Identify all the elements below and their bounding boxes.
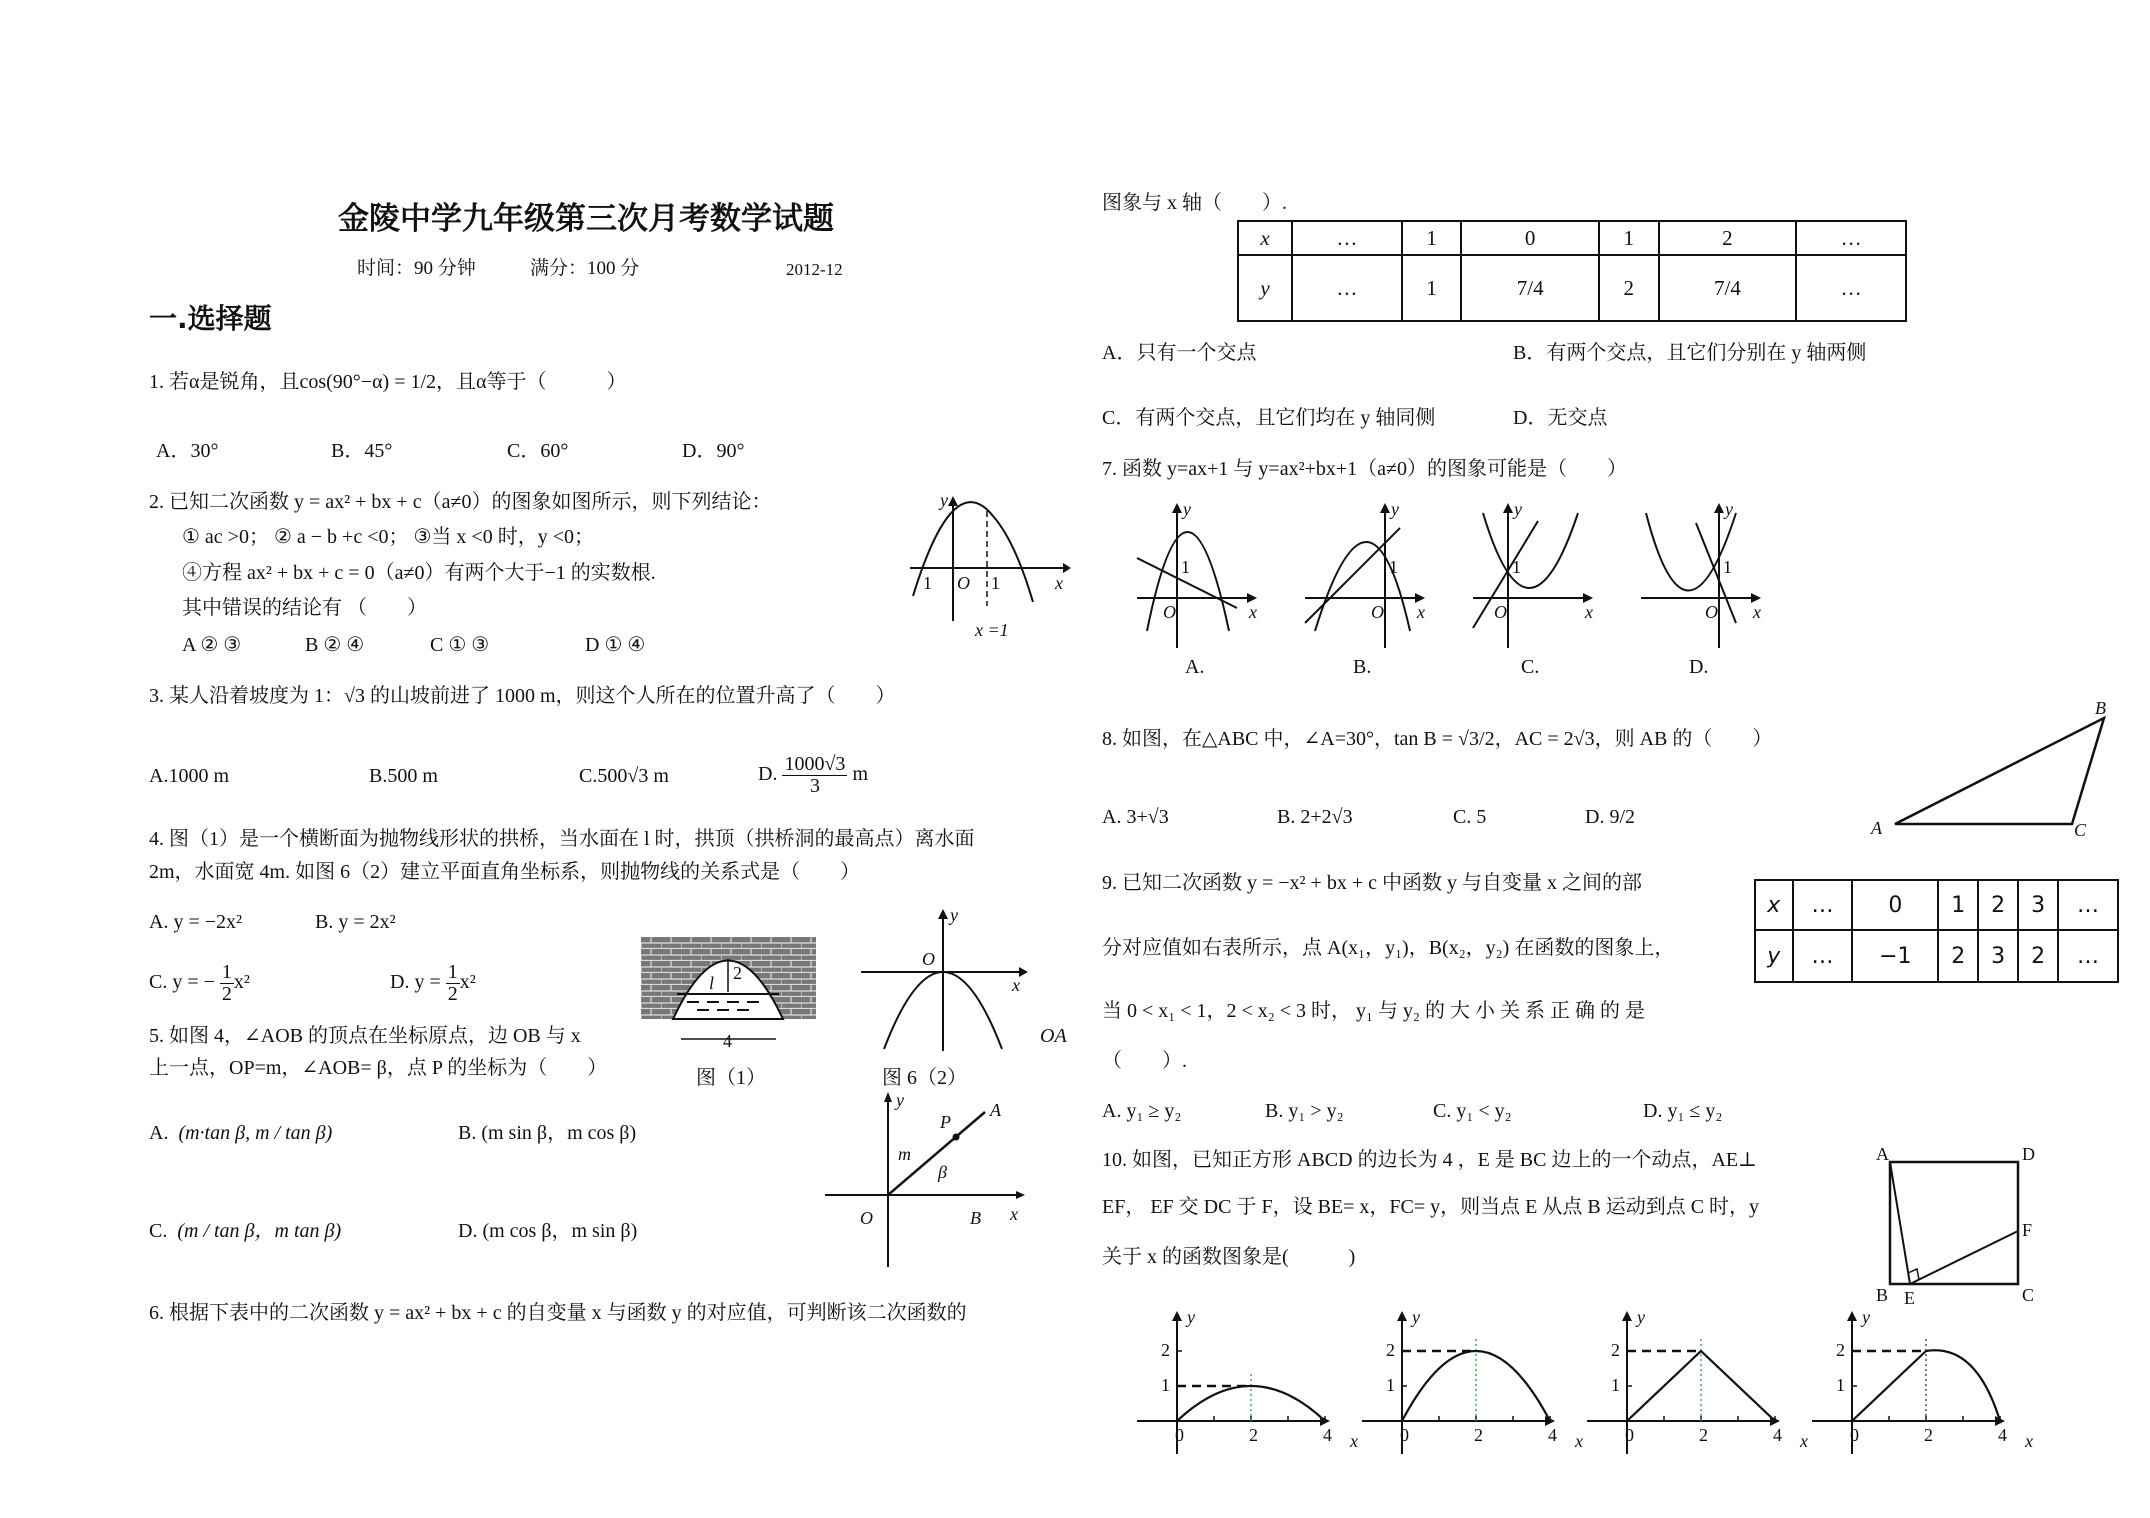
origin-label: O — [957, 573, 970, 593]
q9-x-row — [1755, 880, 2118, 930]
q5-option-a — [149, 1123, 332, 1143]
q10-graph-2 — [1362, 1307, 1583, 1459]
table-cell: 7/4 — [1461, 255, 1599, 321]
q4-d-label: D. y = — [390, 971, 446, 994]
q2-option-d: D ① ④ — [585, 634, 646, 656]
q4-d-num: 1 — [447, 961, 458, 983]
segment-ef — [1910, 1231, 2018, 1284]
q5-line-2: 上一点，OP=m，∠AOB= β，点 P 的坐标为（ ） — [149, 1057, 608, 1079]
table-cell: 2 — [1938, 930, 1978, 982]
x-label: x — [1055, 573, 1063, 593]
x-label: x — [1010, 1204, 1018, 1224]
q2-stem: 2. 已知二次函数 y = ax² + bx + c（a≠0）的图象如图所示，则下列结论： — [149, 491, 772, 513]
q2-option-a: A ② ③ — [182, 634, 242, 656]
x-tick-label: 0 — [1850, 1425, 1859, 1445]
q7-option-label-d: D. — [1689, 656, 1709, 678]
y-tick-label: 2 — [1611, 1340, 1620, 1360]
y-header-cell: y — [1238, 255, 1292, 321]
q6-stem: 6. 根据下表中的二次函数 y = ax² + bx + c 的自变量 x 与函数 y 的对应值，可判断该二次函数的 — [149, 1302, 967, 1324]
x-label: x — [1575, 1431, 1583, 1451]
table-cell: 1 — [1402, 255, 1462, 321]
y-label: y — [896, 1090, 904, 1110]
height-label: 2 — [733, 963, 742, 983]
q7-option-label-c: C. — [1521, 656, 1540, 678]
fig1-caption: 图（1） — [696, 1067, 766, 1089]
exam-score: 满分：100 分 — [530, 258, 640, 279]
origin-label: O — [1494, 602, 1507, 622]
table-cell: … — [1793, 930, 1853, 982]
q6-x-row — [1238, 221, 1906, 255]
y-label: y — [1391, 499, 1399, 519]
q6-y-row — [1238, 255, 1906, 321]
q6-option-c: C．有两个交点，且它们均在 y 轴同侧 — [1102, 407, 1436, 429]
vertex-b-label: B — [1876, 1285, 1889, 1305]
symmetry-label: x =1 — [975, 620, 1009, 640]
x-tick-label: 2 — [1699, 1425, 1708, 1445]
q10-graph-4 — [1812, 1307, 2033, 1459]
table-cell: 3 — [1978, 930, 2018, 982]
x-label: x — [1753, 602, 1761, 622]
q5-c-label: C. — [149, 1220, 168, 1242]
exam-time: 时间：90 分钟 — [357, 258, 476, 279]
y-tick-label: 1 — [1611, 1375, 1620, 1395]
q4-option-b: B. y = 2x² — [315, 911, 396, 933]
angle-beta-label: β — [938, 1162, 947, 1182]
table-cell: 1 — [1599, 221, 1659, 255]
q9-stem: 9. 已知二次函数 y = −x² + bx + c 中函数 y 与自变量 x 之间的部 — [1102, 872, 1642, 894]
vertex-b-label: B — [2095, 698, 2106, 718]
y-label: y — [940, 490, 948, 510]
y-axis-arrow-icon — [1503, 503, 1513, 513]
parabola — [1147, 532, 1229, 631]
q7-graph-a — [1137, 499, 1257, 653]
x-axis-arrow-icon — [1063, 563, 1071, 573]
table-cell: 0 — [1852, 880, 1938, 930]
one-label: 1 — [1512, 557, 1521, 577]
q6-option-d: D．无交点 — [1513, 407, 1608, 429]
x-tick-label: 0 — [1400, 1425, 1409, 1445]
x-header-cell: x — [1755, 880, 1793, 930]
q10-square-figure — [1874, 1146, 2034, 1306]
q3-d-unit: m — [852, 763, 868, 786]
table-cell: … — [1796, 255, 1906, 321]
y-header-cell: y — [1755, 930, 1793, 982]
table-cell: … — [1292, 221, 1402, 255]
q5-c-expr: (m / tan β，m tan β) — [177, 1220, 342, 1242]
y-tick-label: 1 — [1836, 1375, 1845, 1395]
y-tick-label: 2 — [1161, 1340, 1170, 1360]
q9-line-2: 分对应值如右表所示，点 A(x₁，y₁)，B(x₂，y₂) 在函数的图象上， — [1102, 937, 1675, 959]
parabola — [1483, 513, 1578, 588]
y-label: y — [1637, 1307, 1645, 1327]
point-e-label: E — [1904, 1288, 1915, 1308]
q4-option-d — [390, 962, 476, 1005]
y-label: y — [1183, 499, 1191, 519]
y-label: y — [1412, 1307, 1420, 1327]
q5-oa-fragment: OA — [1040, 1025, 1067, 1047]
origin-label: O — [922, 949, 935, 969]
table-cell: … — [2058, 930, 2118, 982]
x-tick-label: 2 — [1474, 1425, 1483, 1445]
y-axis-arrow-icon — [938, 909, 948, 919]
q4-coordinate-figure — [856, 905, 1031, 1054]
y-tick-label: 2 — [1386, 1340, 1395, 1360]
q5-option-c — [149, 1221, 341, 1241]
q2-parabola-figure — [905, 490, 1070, 646]
q7-option-label-b: B. — [1353, 656, 1372, 678]
q7-option-label-a: A. — [1185, 656, 1205, 678]
point-b-label: B — [970, 1208, 981, 1228]
q9-line-4: （ ）. — [1102, 1050, 1187, 1072]
segment-ae — [1890, 1162, 1910, 1284]
q4-d-tail: x² — [459, 971, 476, 994]
q9-option-d: D. y₁ ≤ y₂ — [1643, 1100, 1723, 1122]
q4-d-den: 2 — [447, 983, 458, 1005]
point-f-label: F — [2022, 1220, 2033, 1240]
q7-stem: 7. 函数 y=ax+1 与 y=ax²+bx+1（a≠0）的图象可能是（ ） — [1102, 458, 1627, 480]
table-cell: 7/4 — [1659, 255, 1797, 321]
table-cell: 1 — [1938, 880, 1978, 930]
origin-label: O — [1371, 602, 1384, 622]
one-label: 1 — [991, 573, 1000, 593]
origin-label: O — [1705, 602, 1718, 622]
y-axis-arrow-icon — [1172, 1311, 1182, 1321]
table-cell: 0 — [1461, 221, 1599, 255]
q3-option-d — [758, 754, 868, 797]
exam-title: 金陵中学九年级第三次月考数学试题 — [338, 201, 834, 237]
q2-option-b: B ② ④ — [305, 634, 365, 656]
q3-option-a: A.1000 m — [149, 765, 229, 787]
length-m-label: m — [898, 1144, 911, 1164]
q9-line-3: 当 0 < x₁ < 1，2 < x₂ < 3 时， y₁ 与 y₂ 的 大 小 关 系 正 确 的 是 — [1102, 1000, 1646, 1022]
q7-graph-d — [1641, 499, 1761, 653]
q8-option-b: B. 2+2√3 — [1277, 806, 1353, 828]
table-cell: 2 — [2018, 930, 2058, 982]
q7-graph-c — [1473, 499, 1593, 653]
y-axis-arrow-icon — [1380, 503, 1390, 513]
table-cell: −1 — [1852, 930, 1938, 982]
one-label: 1 — [1181, 557, 1190, 577]
one-label: 1 — [1389, 557, 1398, 577]
q5-a-label: A. — [149, 1122, 169, 1144]
q3-option-d-label: D. — [758, 763, 778, 786]
q8-triangle-figure — [1867, 696, 2112, 840]
q10-line-2: EF， EF 交 DC 于 F，设 BE= x，FC= y，则当点 E 从点 B 运动到点 C 时，y — [1102, 1196, 1760, 1218]
table-cell: … — [2058, 880, 2118, 930]
q2-option-c: C ① ③ — [430, 634, 490, 656]
x-axis-arrow-icon — [1019, 967, 1028, 977]
x-tick-label: 4 — [1548, 1425, 1557, 1445]
y-label: y — [1862, 1307, 1870, 1327]
q4-stem: 4. 图（1）是一个横断面为抛物线形状的拱桥，当水面在 l 时，拱顶（拱桥洞的最高点）离水面 — [149, 828, 975, 850]
q4-line-2: 2m，水面宽 4m. 如图 6（2）建立平面直角坐标系，则抛物线的关系式是（ ） — [149, 861, 861, 883]
q8-option-a: A. 3+√3 — [1102, 806, 1169, 828]
q6-value-table — [1237, 220, 1907, 322]
x-header-cell: x — [1238, 221, 1292, 255]
table-cell: 3 — [2018, 880, 2058, 930]
y-axis-arrow-icon — [1622, 1311, 1632, 1321]
q6-option-a: A．只有一个交点 — [1102, 342, 1257, 364]
y-axis-arrow-icon — [1714, 503, 1724, 513]
q1-option-a: A．30° — [156, 440, 219, 462]
fig6-2-caption: 图 6（2） — [882, 1067, 967, 1089]
q9-option-c: C. y₁ < y₂ — [1433, 1100, 1512, 1122]
section-heading: 一.选择题 — [149, 302, 272, 335]
q3-d-numerator: 1000√3 — [784, 753, 846, 775]
square-abcd — [1890, 1162, 2018, 1284]
x-tick-label: 4 — [1323, 1425, 1332, 1445]
point-a-label: A — [990, 1100, 1001, 1120]
width-label: 4 — [723, 1031, 732, 1051]
q9-value-table — [1754, 879, 2119, 983]
x-label: x — [1585, 602, 1593, 622]
parabola — [1646, 513, 1736, 591]
x-tick-label: 4 — [1773, 1425, 1782, 1445]
q7-graph-b — [1305, 499, 1425, 653]
y-axis-arrow-icon — [1397, 1311, 1407, 1321]
y-label: y — [1187, 1307, 1195, 1327]
q10-stem: 10. 如图，已知正方形 ABCD 的边长为 4 ，E 是 BC 边上的一个动点，AE⊥ — [1102, 1149, 1757, 1171]
vertex-a-label: A — [1876, 1144, 1889, 1164]
q9-y-row — [1755, 930, 2118, 982]
x-tick-label: 2 — [1924, 1425, 1933, 1445]
vertex-a-label: A — [1871, 818, 1882, 838]
q10-graph-3 — [1587, 1307, 1808, 1459]
x-axis-arrow-icon — [1016, 1191, 1025, 1199]
q3-d-denominator: 3 — [809, 775, 820, 797]
origin-label: O — [1163, 602, 1176, 622]
vertex-c-label: C — [2022, 1285, 2035, 1305]
x-label: x — [1012, 975, 1020, 995]
y-tick-label: 1 — [1386, 1375, 1395, 1395]
vertex-d-label: D — [2022, 1144, 2035, 1164]
q8-option-c: C. 5 — [1453, 806, 1487, 828]
q1-option-c: C．60° — [507, 440, 569, 462]
q5-a-expr: (m·tan β, m / tan β) — [178, 1122, 333, 1144]
q5-stem: 5. 如图 4，∠AOB 的顶点在坐标原点，边 OB 与 x — [149, 1025, 581, 1047]
table-cell: 2 — [1659, 221, 1797, 255]
y-label: y — [1514, 499, 1522, 519]
y-axis-arrow-icon — [1847, 1311, 1857, 1321]
x-label: x — [1350, 1431, 1358, 1451]
x-label: x — [1249, 602, 1257, 622]
x-tick-label: 0 — [1625, 1425, 1634, 1445]
y-tick-label: 2 — [1836, 1340, 1845, 1360]
q2-line-4: 其中错误的结论有 （ ） — [182, 597, 427, 619]
q9-option-b: B. y₁ > y₂ — [1265, 1100, 1344, 1122]
q4-option-a: A. y = −2x² — [149, 911, 242, 933]
y-axis-arrow-icon — [884, 1092, 892, 1102]
origin-label: O — [860, 1208, 873, 1228]
q4-arch-bridge-figure — [641, 937, 816, 1052]
q3-stem: 3. 某人沿着坡度为 1：√3 的山坡前进了 1000 m，则这个人所在的位置升高了（ ） — [149, 685, 896, 707]
table-cell: 2 — [1599, 255, 1659, 321]
q10-line-3: 关于 x 的函数图象是( ) — [1102, 1246, 1356, 1268]
x-label: x — [1417, 602, 1425, 622]
table-cell: 2 — [1978, 880, 2018, 930]
vertex-c-label: C — [2074, 820, 2087, 840]
table-cell: … — [1292, 255, 1402, 321]
exam-date: 2012-12 — [786, 260, 843, 279]
q4-c-tail: x² — [233, 971, 250, 994]
q9-option-a: A. y₁ ≥ y₂ — [1102, 1100, 1182, 1122]
q1-option-b: B．45° — [331, 440, 393, 462]
q1-option-d: D．90° — [682, 440, 745, 462]
q6-option-b: B．有两个交点，且它们分别在 y 轴两侧 — [1513, 342, 1867, 364]
one-label: 1 — [1723, 557, 1732, 577]
table-cell: 1 — [1402, 221, 1462, 255]
point-p — [953, 1134, 960, 1141]
q4-option-c — [149, 962, 250, 1005]
parabola — [1315, 542, 1410, 631]
q5-option-b: B. (m sin β，m cos β) — [458, 1122, 637, 1144]
y-tick-label: 1 — [1161, 1375, 1170, 1395]
triangle-abc — [1895, 718, 2104, 824]
y-axis-arrow-icon — [948, 496, 958, 506]
y-axis-arrow-icon — [1172, 503, 1182, 513]
point-p-label: P — [940, 1112, 951, 1132]
q4-c-label: C. y = − — [149, 971, 215, 994]
table-cell: … — [1796, 221, 1906, 255]
table-cell: … — [1793, 880, 1853, 930]
x-label: x — [1800, 1431, 1808, 1451]
q8-stem: 8. 如图，在△ABC 中，∠A=30°，tan B = √3/2，AC = 2√3，则 AB 的（ ） — [1102, 728, 1773, 750]
q10-graph-1 — [1137, 1307, 1358, 1459]
q8-option-d: D. 9/2 — [1585, 806, 1635, 828]
x-label: x — [2025, 1431, 2033, 1451]
q1-stem: 1. 若α是锐角，且cos(90°−α) = 1/2，且α等于（ ） — [149, 371, 627, 393]
q5-option-d: D. (m cos β，m sin β) — [458, 1220, 638, 1242]
y-label: y — [1725, 499, 1733, 519]
q2-line-3: ④方程 ax² + bx + c = 0（a≠0）有两个大于−1 的实数根. — [182, 562, 656, 584]
water-level-label: l — [709, 973, 715, 993]
neg-one-label: 1 — [923, 573, 932, 593]
q3-option-b: B.500 m — [369, 765, 438, 787]
q5-angle-figure — [820, 1092, 1030, 1272]
q4-c-den: 2 — [221, 983, 232, 1005]
q3-option-c: C.500√3 m — [579, 765, 669, 787]
q6-stem-cont: 图象与 x 轴（ ）. — [1102, 192, 1287, 214]
q2-line-2: ① ac >0； ② a − b +c <0； ③当 x <0 时，y <0； — [182, 526, 594, 548]
x-tick-label: 4 — [1998, 1425, 2007, 1445]
q4-c-num: 1 — [221, 961, 232, 983]
x-tick-label: 2 — [1249, 1425, 1258, 1445]
x-tick-label: 0 — [1175, 1425, 1184, 1445]
y-label: y — [950, 905, 958, 925]
